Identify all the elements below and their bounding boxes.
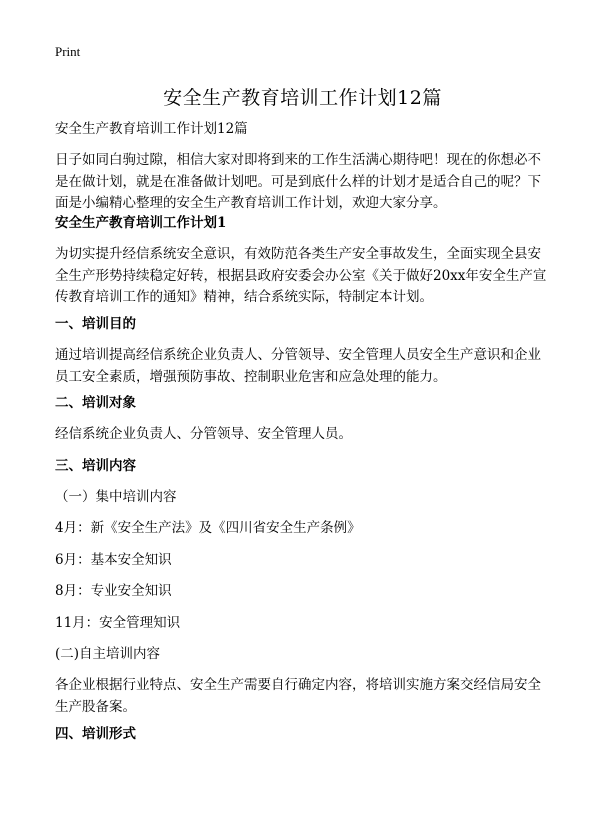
- self-training-label: (二)自主培训内容: [55, 646, 161, 662]
- document-subtitle: 安全生产教育培训工作计划12篇: [55, 121, 248, 137]
- print-link[interactable]: Print: [55, 44, 81, 59]
- page-title: 安全生产教育培训工作计划12篇: [163, 87, 442, 109]
- target-heading: 二、培训对象: [55, 395, 136, 411]
- form-heading: 四、培训形式: [55, 726, 136, 742]
- schedule-item-august: 8月：专业安全知识: [55, 583, 172, 599]
- section1-heading: 安全生产教育培训工作计划1: [55, 215, 227, 231]
- section1-intro-paragraph: 为切实提升经信系统安全意识，有效防范各类生产安全事故发生，全面实现全县安全生产形势持续稳定好转，根据县政府安委会办公室《关于做好20xx年安全生产宣传教育培训工作的通知》精神，结合系统实际，特制定本计划。: [55, 246, 547, 305]
- schedule-item-april: 4月：新《安全生产法》及《四川省安全生产条例》: [55, 520, 361, 536]
- central-training-label: （一）集中培训内容: [55, 489, 177, 505]
- intro-paragraph: 日子如同白驹过隙，相信大家对即将到来的工作生活满心期待吧！现在的你想必不是在做计划，就是在准备做计划吧。可是到底什么样的计划才是适合自己的呢？下面是小编精心整理的安全生产教育培训工作计划，欢迎大家分享。: [55, 152, 541, 211]
- schedule-item-november: 11月：安全管理知识: [55, 615, 181, 631]
- content-heading: 三、培训内容: [55, 458, 136, 474]
- target-paragraph: 经信系统企业负责人、分管领导、安全管理人员。: [55, 426, 352, 442]
- schedule-item-june: 6月：基本安全知识: [55, 552, 172, 568]
- purpose-paragraph: 通过培训提高经信系统企业负责人、分管领导、安全管理人员安全生产意识和企业员工安全素质，增强预防事故、控制职业危害和应急处理的能力。: [55, 347, 541, 385]
- self-training-paragraph: 各企业根据行业特点、安全生产需要自行确定内容，将培训实施方案交经信局安全生产股备案。: [55, 677, 541, 715]
- purpose-heading: 一、培训目的: [55, 316, 136, 332]
